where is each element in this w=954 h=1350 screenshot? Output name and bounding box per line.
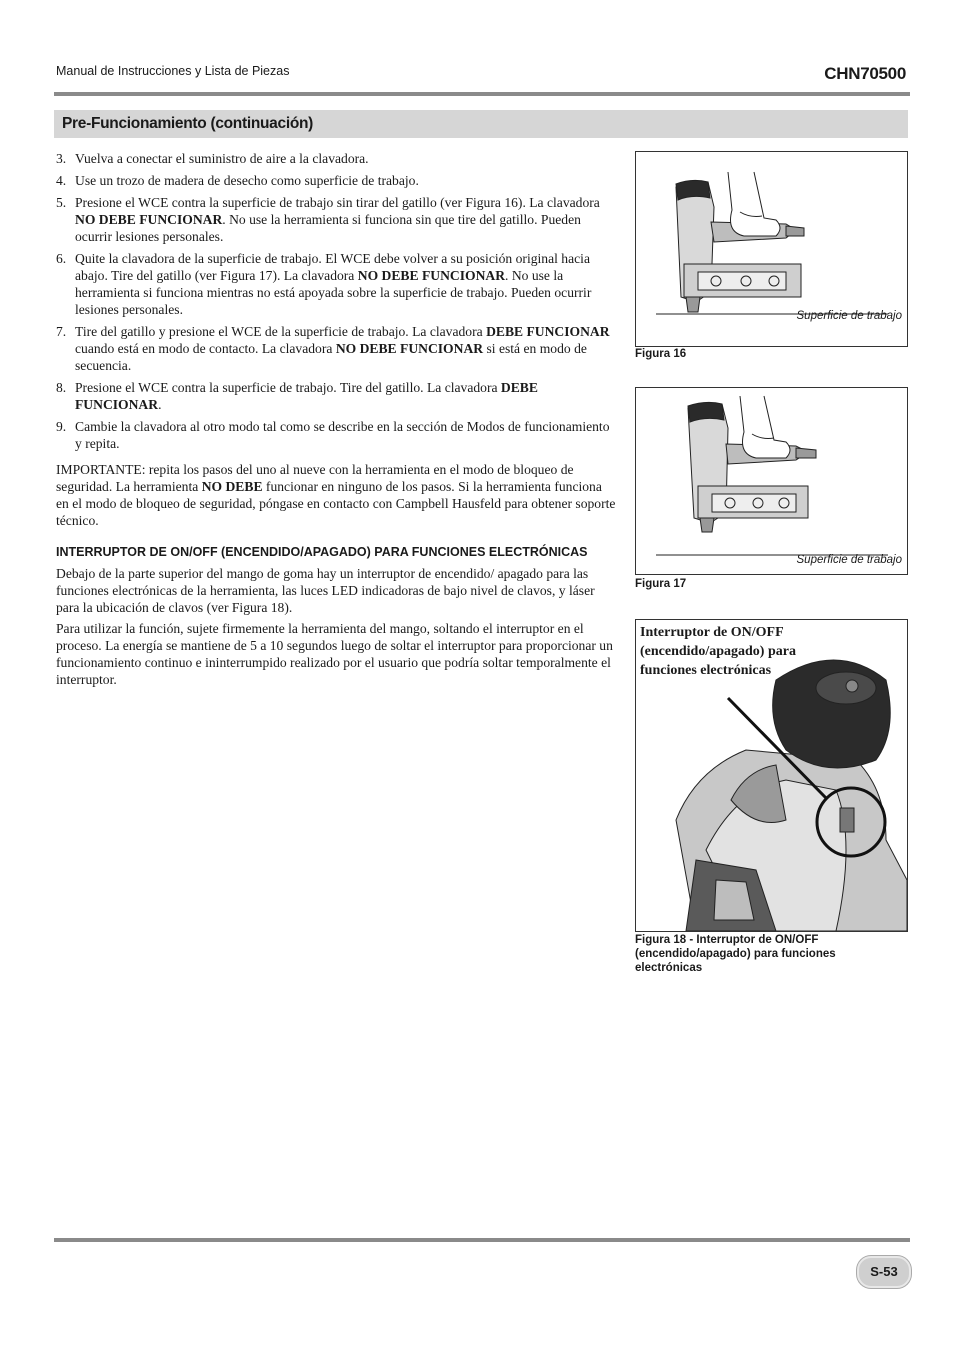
section-title: Pre-Funcionamiento (continuación) bbox=[62, 115, 314, 132]
step-text bbox=[75, 418, 616, 452]
text-run: Presione el WCE contra la superficie de trabajo sin tirar del gatillo (ver Figura 16). La clavadora bbox=[75, 195, 600, 210]
emphasis-text: NO DEBE FUNCIONAR bbox=[75, 212, 223, 227]
figure-16 bbox=[635, 151, 908, 347]
section-band bbox=[54, 110, 908, 138]
figure-17 bbox=[635, 387, 908, 575]
step-item bbox=[56, 194, 616, 245]
important-note bbox=[56, 461, 616, 529]
emphasis-text: NO DEBE bbox=[201, 479, 263, 494]
page-number-badge: S-53 bbox=[857, 1256, 911, 1288]
step-text bbox=[75, 250, 616, 318]
text-run: Presione el WCE contra la superficie de trabajo. Tire del gatillo. La clavadora bbox=[75, 380, 501, 395]
text-run: cuando está en modo de contacto. La clavadora bbox=[75, 341, 336, 356]
step-number: 5. bbox=[56, 195, 67, 210]
text-run: . No use la herramienta si funciona sin que tire del gatillo. Pueden ocurrir lesiones personales. bbox=[75, 212, 581, 244]
step-text bbox=[75, 379, 616, 413]
text-run: Tire del gatillo y presione el WCE de la superficie de trabajo. La clavadora bbox=[75, 324, 487, 339]
text-run: funcionar en ninguno de los pasos. Si la herramienta funciona en el modo de bloqueo de seguridad, póngase en contacto con Campbell Hausfeld para obtener soporte técnico. bbox=[56, 479, 616, 528]
surface-label-16: Superficie de trabajo bbox=[796, 310, 902, 322]
step-item bbox=[56, 150, 616, 167]
figure-18 bbox=[635, 619, 908, 932]
emphasis-text: DEBE FUNCIONAR bbox=[75, 380, 538, 412]
text-run: Cambie la clavadora al otro modo tal como se describe en la sección de Modos de funcionamiento y repita. bbox=[75, 419, 610, 451]
text-run: Vuelva a conectar el suministro de aire a la clavadora. bbox=[75, 151, 369, 166]
step-number: 9. bbox=[56, 419, 67, 434]
step-item bbox=[56, 250, 616, 318]
emphasis-text: DEBE FUNCIONAR bbox=[486, 324, 610, 339]
switch-callout-label: Interruptor de ON/OFF (encendido/apagado) para funciones electrónicas bbox=[640, 625, 796, 678]
text-run: . No use la herramienta si funciona mientras no está apoyada sobre la superficie de trabajo. Pueden ocurrir lesiones personales. bbox=[75, 268, 592, 317]
step-item bbox=[56, 379, 616, 413]
surface-label-17: Superficie de trabajo bbox=[796, 554, 902, 566]
text-run: . bbox=[158, 397, 162, 412]
figure-18-caption: Figura 18 - Interruptor de ON/OFF (encendido/apagado) para funciones electrónicas bbox=[635, 934, 836, 974]
steps-list bbox=[56, 150, 616, 452]
step-number: 7. bbox=[56, 324, 67, 339]
step-text bbox=[75, 323, 616, 374]
nailer-illustration-17 bbox=[636, 388, 907, 574]
text-run: IMPORTANTE: repita los pasos del uno al nueve con la herramienta en el modo de bloqueo de seguridad. La herramienta bbox=[56, 462, 574, 494]
body-paragraph-1: Debajo de la parte superior del mango de goma hay un interruptor de encendido/ apagado para las funciones electrónicas de la herramienta, las luces LED indicadoras de bajo nivel de clavos, y láser para la ubicación de clavos (ver Figura 18). bbox=[56, 566, 595, 615]
text-run: Quite la clavadora de la superficie de trabajo. El WCE debe volver a su posición original hacia abajo. Tire del gatillo (ver Figura 17). La clavadora bbox=[75, 251, 590, 283]
bottom-rule bbox=[54, 1238, 910, 1242]
body-paragraph-2: Para utilizar la función, sujete firmemente la herramienta del mango, soltando el interruptor en el proceso. La energía se mantiene de 5 a 10 segundos luego de soltar el interruptor para proporcionar un funcionamiento continuo e ininterrumpido realizado por el usuario que podría soltar temporalmente el interruptor. bbox=[56, 621, 613, 687]
step-number: 8. bbox=[56, 380, 67, 395]
step-text bbox=[75, 172, 616, 189]
step-text bbox=[75, 150, 616, 167]
step-item bbox=[56, 418, 616, 452]
emphasis-text: NO DEBE FUNCIONAR bbox=[335, 341, 484, 356]
text-run: si está en modo de secuencia. bbox=[75, 341, 587, 373]
subheading: INTERRUPTOR DE ON/OFF (ENCENDIDO/APAGADO) PARA FUNCIONES ELECTRÓNICAS bbox=[56, 545, 588, 559]
main-text bbox=[56, 150, 616, 692]
figure-17-caption: Figura 17 bbox=[635, 578, 687, 590]
figure-16-caption: Figura 16 bbox=[635, 348, 687, 360]
step-text bbox=[75, 194, 616, 245]
text-run: Use un trozo de madera de desecho como superficie de trabajo. bbox=[75, 173, 419, 188]
manual-title: Manual de Instrucciones y Lista de Piezas bbox=[56, 64, 290, 78]
emphasis-text: NO DEBE FUNCIONAR bbox=[357, 268, 506, 283]
step-item bbox=[56, 323, 616, 374]
step-number: 4. bbox=[56, 173, 67, 188]
step-number: 6. bbox=[56, 251, 67, 266]
step-number: 3. bbox=[56, 151, 67, 166]
model-number: CHN70500 bbox=[824, 64, 906, 83]
top-rule bbox=[54, 92, 910, 96]
step-item bbox=[56, 172, 616, 189]
